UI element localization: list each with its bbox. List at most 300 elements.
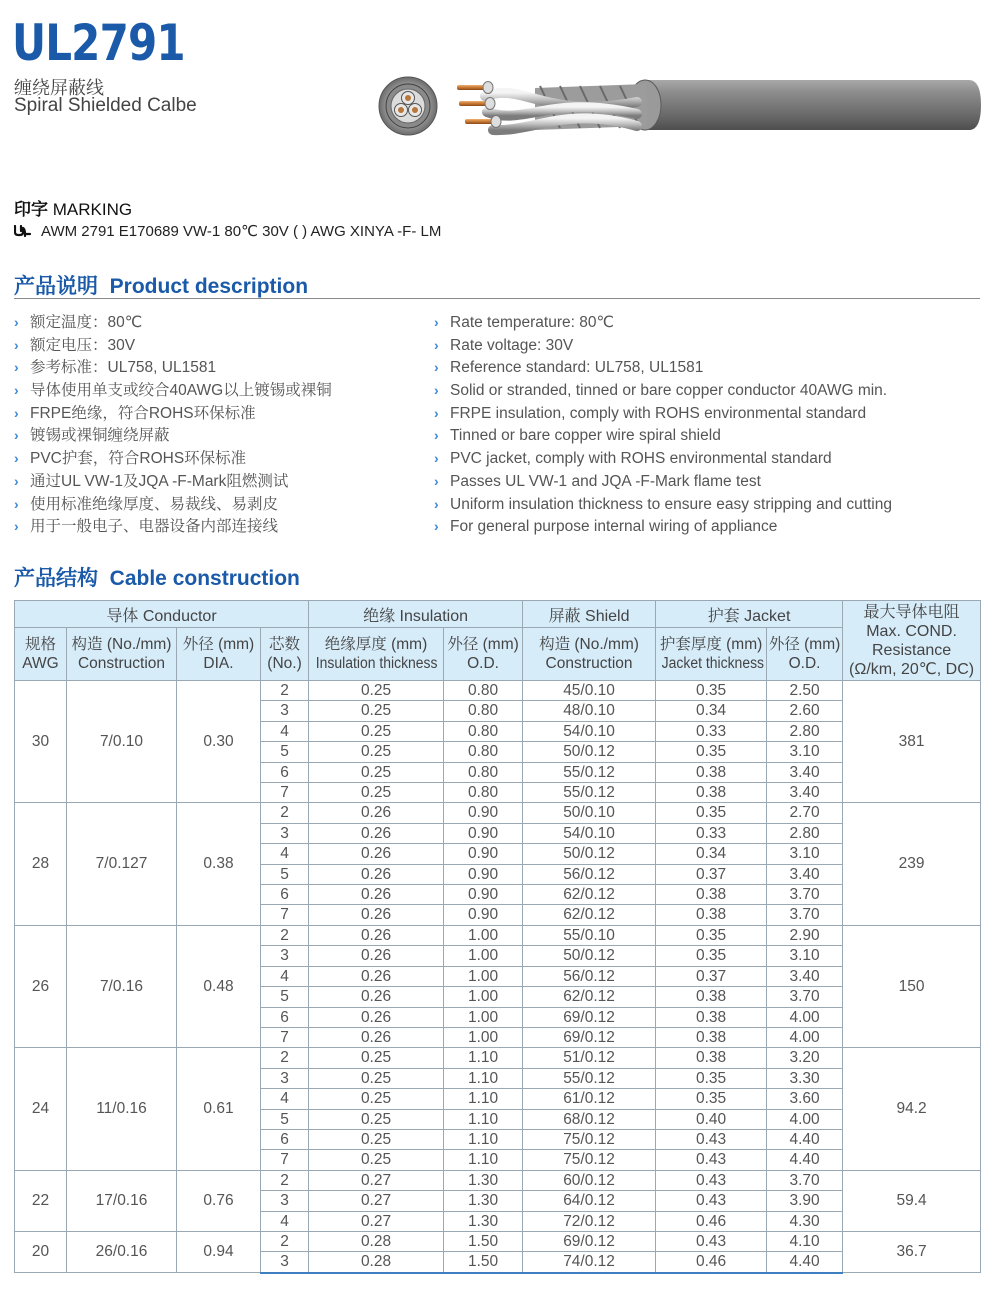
conductor-dia-cell: 0.38	[177, 803, 261, 925]
insulation-od-cell: 1.30	[444, 1191, 523, 1211]
chevron-right-icon: ›	[14, 336, 19, 353]
description-en-item-text: PVC jacket, comply with ROHS environmental standard	[450, 450, 832, 468]
cable-construction-table	[14, 600, 981, 1274]
table-body	[15, 681, 981, 1273]
cores-cell: 3	[261, 1068, 309, 1088]
jacket-od-cell: 4.10	[767, 1231, 843, 1251]
col-jacket-thickness-en: Jacket thickness	[661, 655, 765, 672]
insulation-thickness-cell: 0.25	[309, 1089, 444, 1109]
cores-cell: 2	[261, 1048, 309, 1068]
table-row	[15, 1231, 981, 1251]
insulation-od-cell: 0.90	[444, 803, 523, 823]
marking-heading-cn: 印字	[14, 200, 48, 219]
description-en-item	[434, 424, 892, 447]
description-cn-item	[14, 447, 332, 470]
jacket-thickness-cell: 0.38	[656, 1007, 767, 1027]
jacket-thickness-cell: 0.34	[656, 844, 767, 864]
col-ins-od-cn: 外径 (mm)	[447, 636, 519, 653]
product-description-heading-en: Product description	[109, 275, 309, 298]
description-en-item	[434, 334, 892, 357]
col-jacket-od	[767, 628, 843, 681]
jacket-od-cell: 2.90	[767, 925, 843, 945]
cores-cell: 3	[261, 1191, 309, 1211]
cores-cell: 2	[261, 1170, 309, 1190]
insulation-od-cell: 1.10	[444, 1089, 523, 1109]
insulation-od-cell: 1.50	[444, 1231, 523, 1251]
jacket-od-cell: 3.70	[767, 1170, 843, 1190]
shield-construction-cell: 55/0.10	[523, 925, 656, 945]
jacket-thickness-cell: 0.35	[656, 925, 767, 945]
conductor-dia-cell: 0.48	[177, 925, 261, 1047]
insulation-od-cell: 0.90	[444, 864, 523, 884]
description-cn-item	[14, 470, 332, 493]
jacket-od-cell: 4.40	[767, 1129, 843, 1149]
insulation-od-cell: 1.00	[444, 1007, 523, 1027]
conductor-dia-cell: 0.61	[177, 1048, 261, 1170]
shield-construction-cell: 50/0.12	[523, 946, 656, 966]
cores-cell: 6	[261, 762, 309, 782]
cores-cell: 6	[261, 1129, 309, 1149]
description-en-item	[434, 356, 892, 379]
insulation-od-cell: 1.10	[444, 1048, 523, 1068]
insulation-od-cell: 1.30	[444, 1211, 523, 1231]
insulation-thickness-cell: 0.25	[309, 1150, 444, 1170]
jacket-thickness-cell: 0.43	[656, 1231, 767, 1251]
col-cores-en: (No.)	[267, 655, 302, 672]
subtitle-en: Spiral Shielded Calbe	[14, 95, 197, 116]
description-cn-item-text: 额定电压：30V	[30, 336, 136, 354]
insulation-od-cell: 1.00	[444, 1027, 523, 1047]
insulation-od-cell: 1.10	[444, 1129, 523, 1149]
max-resistance-cell: 239	[843, 803, 981, 925]
cores-cell: 4	[261, 844, 309, 864]
insulation-thickness-cell: 0.25	[309, 1048, 444, 1068]
insulation-thickness-cell: 0.27	[309, 1191, 444, 1211]
description-en-item	[434, 402, 892, 425]
shield-construction-cell: 69/0.12	[523, 1231, 656, 1251]
description-en-item-text: Rate temperature: 80℃	[450, 314, 614, 331]
insulation-od-cell: 0.90	[444, 885, 523, 905]
insulation-thickness-cell: 0.26	[309, 864, 444, 884]
cores-cell: 4	[261, 721, 309, 741]
header-jacket: 护套 Jacket	[656, 601, 843, 628]
max-resistance-cell: 59.4	[843, 1170, 981, 1231]
subtitle-cn: 缠绕屏蔽线	[14, 78, 104, 98]
chevron-right-icon: ›	[434, 495, 439, 512]
shield-construction-cell: 45/0.10	[523, 681, 656, 701]
description-cn-item	[14, 311, 332, 334]
cores-cell: 7	[261, 783, 309, 803]
cores-cell: 3	[261, 701, 309, 721]
product-description-heading-cn: 产品说明	[14, 275, 98, 298]
insulation-od-cell: 1.50	[444, 1252, 523, 1273]
marking-heading-en: MARKING	[52, 200, 133, 219]
jacket-od-cell: 3.30	[767, 1068, 843, 1088]
col-jacket-thickness	[656, 628, 767, 681]
header-resistance-line3: Resistance	[871, 641, 952, 659]
description-en-item-text: Uniform insulation thickness to ensure easy stripping and cutting	[450, 495, 892, 513]
conductor-construction-cell: 26/0.16	[67, 1231, 177, 1272]
insulation-thickness-cell: 0.25	[309, 1068, 444, 1088]
awg-cell: 26	[15, 925, 67, 1047]
chevron-right-icon: ›	[434, 314, 439, 330]
jacket-thickness-cell: 0.43	[656, 1170, 767, 1190]
insulation-thickness-cell: 0.26	[309, 987, 444, 1007]
description-cn-item-text: 通过UL VW-1及JQA -F-Mark阻燃测试	[30, 472, 289, 490]
table-row	[15, 681, 981, 701]
jacket-thickness-cell: 0.33	[656, 823, 767, 843]
description-en-item	[434, 311, 892, 334]
insulation-thickness-cell: 0.25	[309, 783, 444, 803]
cores-cell: 2	[261, 681, 309, 701]
jacket-thickness-cell: 0.34	[656, 701, 767, 721]
insulation-thickness-cell: 0.25	[309, 701, 444, 721]
insulation-thickness-cell: 0.26	[309, 803, 444, 823]
insulation-thickness-cell: 0.26	[309, 966, 444, 986]
jacket-od-cell: 3.40	[767, 762, 843, 782]
jacket-od-cell: 3.70	[767, 885, 843, 905]
chevron-right-icon: ›	[14, 404, 19, 421]
jacket-thickness-cell: 0.38	[656, 783, 767, 803]
jacket-thickness-cell: 0.38	[656, 1027, 767, 1047]
insulation-thickness-cell: 0.28	[309, 1231, 444, 1251]
description-cn-item-text: FRPE绝缘，符合ROHS环保标准	[30, 404, 256, 422]
cores-cell: 5	[261, 864, 309, 884]
cores-cell: 4	[261, 966, 309, 986]
jacket-thickness-cell: 0.46	[656, 1211, 767, 1231]
table-row	[15, 803, 981, 823]
chevron-right-icon: ›	[14, 314, 19, 330]
jacket-od-cell: 2.50	[767, 681, 843, 701]
insulation-thickness-cell: 0.26	[309, 885, 444, 905]
header-resistance-line1: 最大导体电阻	[863, 603, 960, 621]
jacket-thickness-cell: 0.38	[656, 885, 767, 905]
shield-construction-cell: 60/0.12	[523, 1170, 656, 1190]
jacket-od-cell: 4.40	[767, 1150, 843, 1170]
description-cn-item	[14, 493, 332, 516]
col-dia-cn: 外径 (mm)	[182, 636, 255, 653]
description-cn-item	[14, 356, 332, 379]
marking-line	[14, 222, 441, 240]
insulation-thickness-cell: 0.26	[309, 946, 444, 966]
conductor-construction-cell: 11/0.16	[67, 1048, 177, 1170]
description-cn-item-text: PVC护套，符合ROHS环保标准	[30, 450, 247, 468]
max-resistance-cell: 150	[843, 925, 981, 1047]
conductor-construction-cell: 7/0.10	[67, 681, 177, 803]
cores-cell: 2	[261, 1231, 309, 1251]
col-jacket-thickness-cn: 护套厚度 (mm)	[659, 636, 763, 653]
insulation-od-cell: 1.00	[444, 925, 523, 945]
chevron-right-icon: ›	[434, 427, 439, 444]
col-cores	[261, 628, 309, 681]
col-construction-cn: 构造 (No./mm)	[71, 636, 172, 653]
insulation-thickness-cell: 0.25	[309, 1129, 444, 1149]
jacket-od-cell: 2.80	[767, 823, 843, 843]
cable-illustration	[375, 72, 985, 152]
cores-cell: 5	[261, 1109, 309, 1129]
col-ins-thickness-cn: 绝缘厚度 (mm)	[324, 636, 428, 653]
col-jacket-od-cn: 外径 (mm)	[768, 636, 841, 653]
shield-construction-cell: 62/0.12	[523, 885, 656, 905]
table-row	[15, 925, 981, 945]
shield-construction-cell: 64/0.12	[523, 1191, 656, 1211]
col-awg-cn: 规格	[24, 636, 56, 653]
header-conductor: 导体 Conductor	[15, 601, 309, 628]
description-cn-item-text: 额定温度：80℃	[30, 314, 143, 331]
cores-cell: 3	[261, 1252, 309, 1273]
jacket-thickness-cell: 0.43	[656, 1150, 767, 1170]
awg-cell: 22	[15, 1170, 67, 1231]
insulation-od-cell: 0.80	[444, 783, 523, 803]
description-cn-item-text: 镀锡或裸铜缠绕屏蔽	[30, 427, 170, 445]
col-jacket-od-en: O.D.	[788, 655, 821, 672]
cores-cell: 5	[261, 742, 309, 762]
jacket-thickness-cell: 0.35	[656, 742, 767, 762]
jacket-thickness-cell: 0.43	[656, 1191, 767, 1211]
col-insulation-thickness	[309, 628, 444, 681]
shield-construction-cell: 75/0.12	[523, 1150, 656, 1170]
col-construction-en: Construction	[77, 655, 165, 672]
insulation-thickness-cell: 0.26	[309, 905, 444, 925]
insulation-thickness-cell: 0.26	[309, 1027, 444, 1047]
jacket-od-cell: 4.00	[767, 1027, 843, 1047]
table-row	[15, 1048, 981, 1068]
col-awg-en: AWG	[22, 655, 59, 672]
chevron-right-icon: ›	[14, 472, 19, 489]
jacket-od-cell: 3.40	[767, 966, 843, 986]
col-dia	[177, 628, 261, 681]
col-shield-cn: 构造 (No./mm)	[539, 636, 639, 653]
col-awg	[15, 628, 67, 681]
table-row	[15, 1170, 981, 1190]
jacket-thickness-cell: 0.40	[656, 1109, 767, 1129]
chevron-right-icon: ›	[14, 450, 19, 467]
awg-cell: 24	[15, 1048, 67, 1170]
product-model-title: UL2791	[12, 14, 185, 72]
shield-construction-cell: 62/0.12	[523, 905, 656, 925]
insulation-od-cell: 1.30	[444, 1170, 523, 1190]
description-en-item-text: Rate voltage: 30V	[450, 336, 574, 354]
jacket-thickness-cell: 0.35	[656, 681, 767, 701]
description-cn-item	[14, 515, 332, 538]
cores-cell: 2	[261, 803, 309, 823]
insulation-thickness-cell: 0.27	[309, 1211, 444, 1231]
chevron-right-icon: ›	[434, 450, 439, 467]
jacket-thickness-cell: 0.35	[656, 1089, 767, 1109]
insulation-od-cell: 0.80	[444, 701, 523, 721]
description-en-item-text: Passes UL VW-1 and JQA -F-Mark flame test	[450, 472, 761, 490]
description-cn-item	[14, 379, 332, 402]
jacket-od-cell: 2.60	[767, 701, 843, 721]
cores-cell: 3	[261, 823, 309, 843]
description-en-item	[434, 515, 892, 538]
jacket-od-cell: 2.80	[767, 721, 843, 741]
description-list-en	[434, 311, 892, 538]
marking-heading	[14, 195, 132, 220]
insulation-od-cell: 1.10	[444, 1068, 523, 1088]
jacket-thickness-cell: 0.38	[656, 905, 767, 925]
insulation-od-cell: 1.00	[444, 966, 523, 986]
insulation-thickness-cell: 0.26	[309, 823, 444, 843]
chevron-right-icon: ›	[14, 427, 19, 444]
description-en-item	[434, 493, 892, 516]
chevron-right-icon: ›	[434, 336, 439, 353]
chevron-right-icon: ›	[434, 518, 439, 535]
jacket-od-cell: 3.70	[767, 905, 843, 925]
chevron-right-icon: ›	[14, 382, 19, 399]
insulation-od-cell: 1.00	[444, 987, 523, 1007]
description-cn-item-text: 用于一般电子、电器设备内部连接线	[30, 518, 279, 536]
insulation-od-cell: 0.80	[444, 721, 523, 741]
cores-cell: 2	[261, 925, 309, 945]
shield-construction-cell: 69/0.12	[523, 1007, 656, 1027]
jacket-thickness-cell: 0.35	[656, 1068, 767, 1088]
cores-cell: 5	[261, 987, 309, 1007]
col-shield-construction	[523, 628, 656, 681]
jacket-od-cell: 4.30	[767, 1211, 843, 1231]
shield-construction-cell: 48/0.10	[523, 701, 656, 721]
jacket-thickness-cell: 0.38	[656, 1048, 767, 1068]
description-cn-item-text: 导体使用单支或绞合40AWG以上镀锡或裸铜	[30, 382, 332, 400]
jacket-thickness-cell: 0.43	[656, 1129, 767, 1149]
shield-construction-cell: 75/0.12	[523, 1129, 656, 1149]
jacket-od-cell: 3.10	[767, 742, 843, 762]
col-cores-cn: 芯数	[269, 636, 301, 653]
col-construction	[67, 628, 177, 681]
description-en-item-text: Reference standard: UL758, UL1581	[450, 359, 704, 377]
conductor-dia-cell: 0.94	[177, 1231, 261, 1272]
insulation-od-cell: 0.90	[444, 823, 523, 843]
cable-construction-heading	[14, 562, 300, 592]
insulation-od-cell: 1.00	[444, 946, 523, 966]
description-en-item-text: For general purpose internal wiring of appliance	[450, 518, 778, 536]
header-resistance-line2: Max. COND.	[866, 622, 957, 640]
description-en-item-text: FRPE insulation, comply with ROHS environmental standard	[450, 404, 867, 422]
jacket-thickness-cell: 0.35	[656, 946, 767, 966]
shield-construction-cell: 74/0.12	[523, 1252, 656, 1273]
cable-construction-heading-en: Cable construction	[109, 567, 300, 590]
jacket-od-cell: 3.40	[767, 864, 843, 884]
cores-cell: 4	[261, 1211, 309, 1231]
col-ins-thickness-en: Insulation thickness	[315, 655, 438, 672]
jacket-thickness-cell: 0.46	[656, 1252, 767, 1273]
shield-construction-cell: 50/0.12	[523, 742, 656, 762]
header-shield: 屏蔽 Shield	[523, 601, 656, 628]
insulation-thickness-cell: 0.25	[309, 681, 444, 701]
insulation-od-cell: 0.80	[444, 762, 523, 782]
insulation-thickness-cell: 0.25	[309, 742, 444, 762]
shield-construction-cell: 55/0.12	[523, 762, 656, 782]
chevron-right-icon: ›	[14, 518, 19, 535]
shield-construction-cell: 50/0.12	[523, 844, 656, 864]
cores-cell: 4	[261, 1089, 309, 1109]
jacket-od-cell: 3.70	[767, 987, 843, 1007]
description-en-item-text: Tinned or bare copper wire spiral shield	[450, 427, 721, 445]
insulation-thickness-cell: 0.26	[309, 925, 444, 945]
cable-end-view	[379, 77, 437, 135]
description-en-item-text: Solid or stranded, tinned or bare copper conductor 40AWG min.	[450, 382, 888, 400]
insulation-thickness-cell: 0.25	[309, 762, 444, 782]
insulation-od-cell: 0.80	[444, 681, 523, 701]
cable-side-view	[457, 80, 981, 130]
insulation-od-cell: 1.10	[444, 1150, 523, 1170]
chevron-right-icon: ›	[14, 495, 19, 512]
description-cn-item	[14, 334, 332, 357]
jacket-od-cell: 3.20	[767, 1048, 843, 1068]
col-dia-en: DIA.	[203, 655, 234, 672]
insulation-thickness-cell: 0.25	[309, 721, 444, 741]
cores-cell: 3	[261, 946, 309, 966]
shield-construction-cell: 51/0.12	[523, 1048, 656, 1068]
description-cn-item	[14, 402, 332, 425]
jacket-od-cell: 3.90	[767, 1191, 843, 1211]
jacket-thickness-cell: 0.38	[656, 762, 767, 782]
chevron-right-icon: ›	[434, 382, 439, 399]
max-resistance-cell: 94.2	[843, 1048, 981, 1170]
jacket-od-cell: 4.00	[767, 1007, 843, 1027]
product-description-heading	[14, 270, 308, 300]
awg-cell: 20	[15, 1231, 67, 1272]
cores-cell: 7	[261, 1027, 309, 1047]
insulation-od-cell: 1.10	[444, 1109, 523, 1129]
col-insulation-od	[444, 628, 523, 681]
cores-cell: 6	[261, 885, 309, 905]
shield-construction-cell: 54/0.10	[523, 823, 656, 843]
shield-construction-cell: 50/0.10	[523, 803, 656, 823]
conductor-construction-cell: 7/0.127	[67, 803, 177, 925]
description-cn-item-text: 参考标准：UL758, UL1581	[30, 359, 217, 377]
cores-cell: 7	[261, 905, 309, 925]
insulation-thickness-cell: 0.25	[309, 1109, 444, 1129]
jacket-od-cell: 3.40	[767, 783, 843, 803]
header-resistance-line4: (Ω/km, 20℃, DC)	[849, 660, 975, 678]
jacket-od-cell: 3.10	[767, 844, 843, 864]
jacket-thickness-cell: 0.38	[656, 987, 767, 1007]
shield-construction-cell: 56/0.12	[523, 966, 656, 986]
conductor-dia-cell: 0.76	[177, 1170, 261, 1231]
col-ins-od-en: O.D.	[467, 655, 499, 672]
insulation-thickness-cell: 0.27	[309, 1170, 444, 1190]
conductor-construction-cell: 7/0.16	[67, 925, 177, 1047]
shield-construction-cell: 61/0.12	[523, 1089, 656, 1109]
chevron-right-icon: ›	[14, 359, 19, 376]
jacket-od-cell: 4.00	[767, 1109, 843, 1129]
max-resistance-cell: 381	[843, 681, 981, 803]
jacket-od-cell: 2.70	[767, 803, 843, 823]
description-cn-item-text: 使用标准绝缘厚度、易裁线、易剥皮	[30, 495, 279, 513]
jacket-od-cell: 4.40	[767, 1252, 843, 1273]
conductor-dia-cell: 0.30	[177, 681, 261, 803]
insulation-od-cell: 0.90	[444, 905, 523, 925]
jacket-thickness-cell: 0.37	[656, 864, 767, 884]
header-insulation: 绝缘 Insulation	[309, 601, 523, 628]
cores-cell: 7	[261, 1150, 309, 1170]
insulation-od-cell: 0.80	[444, 742, 523, 762]
insulation-thickness-cell: 0.26	[309, 844, 444, 864]
jacket-od-cell: 3.60	[767, 1089, 843, 1109]
shield-construction-cell: 55/0.12	[523, 783, 656, 803]
col-shield-en: Construction	[545, 655, 633, 672]
section-divider	[14, 298, 980, 299]
shield-construction-cell: 69/0.12	[523, 1027, 656, 1047]
header-max-resistance	[843, 601, 981, 681]
insulation-od-cell: 0.90	[444, 844, 523, 864]
description-en-item	[434, 379, 892, 402]
cable-construction-heading-cn: 产品结构	[14, 567, 98, 590]
max-resistance-cell: 36.7	[843, 1231, 981, 1272]
chevron-right-icon: ›	[434, 359, 439, 376]
shield-construction-cell: 55/0.12	[523, 1068, 656, 1088]
